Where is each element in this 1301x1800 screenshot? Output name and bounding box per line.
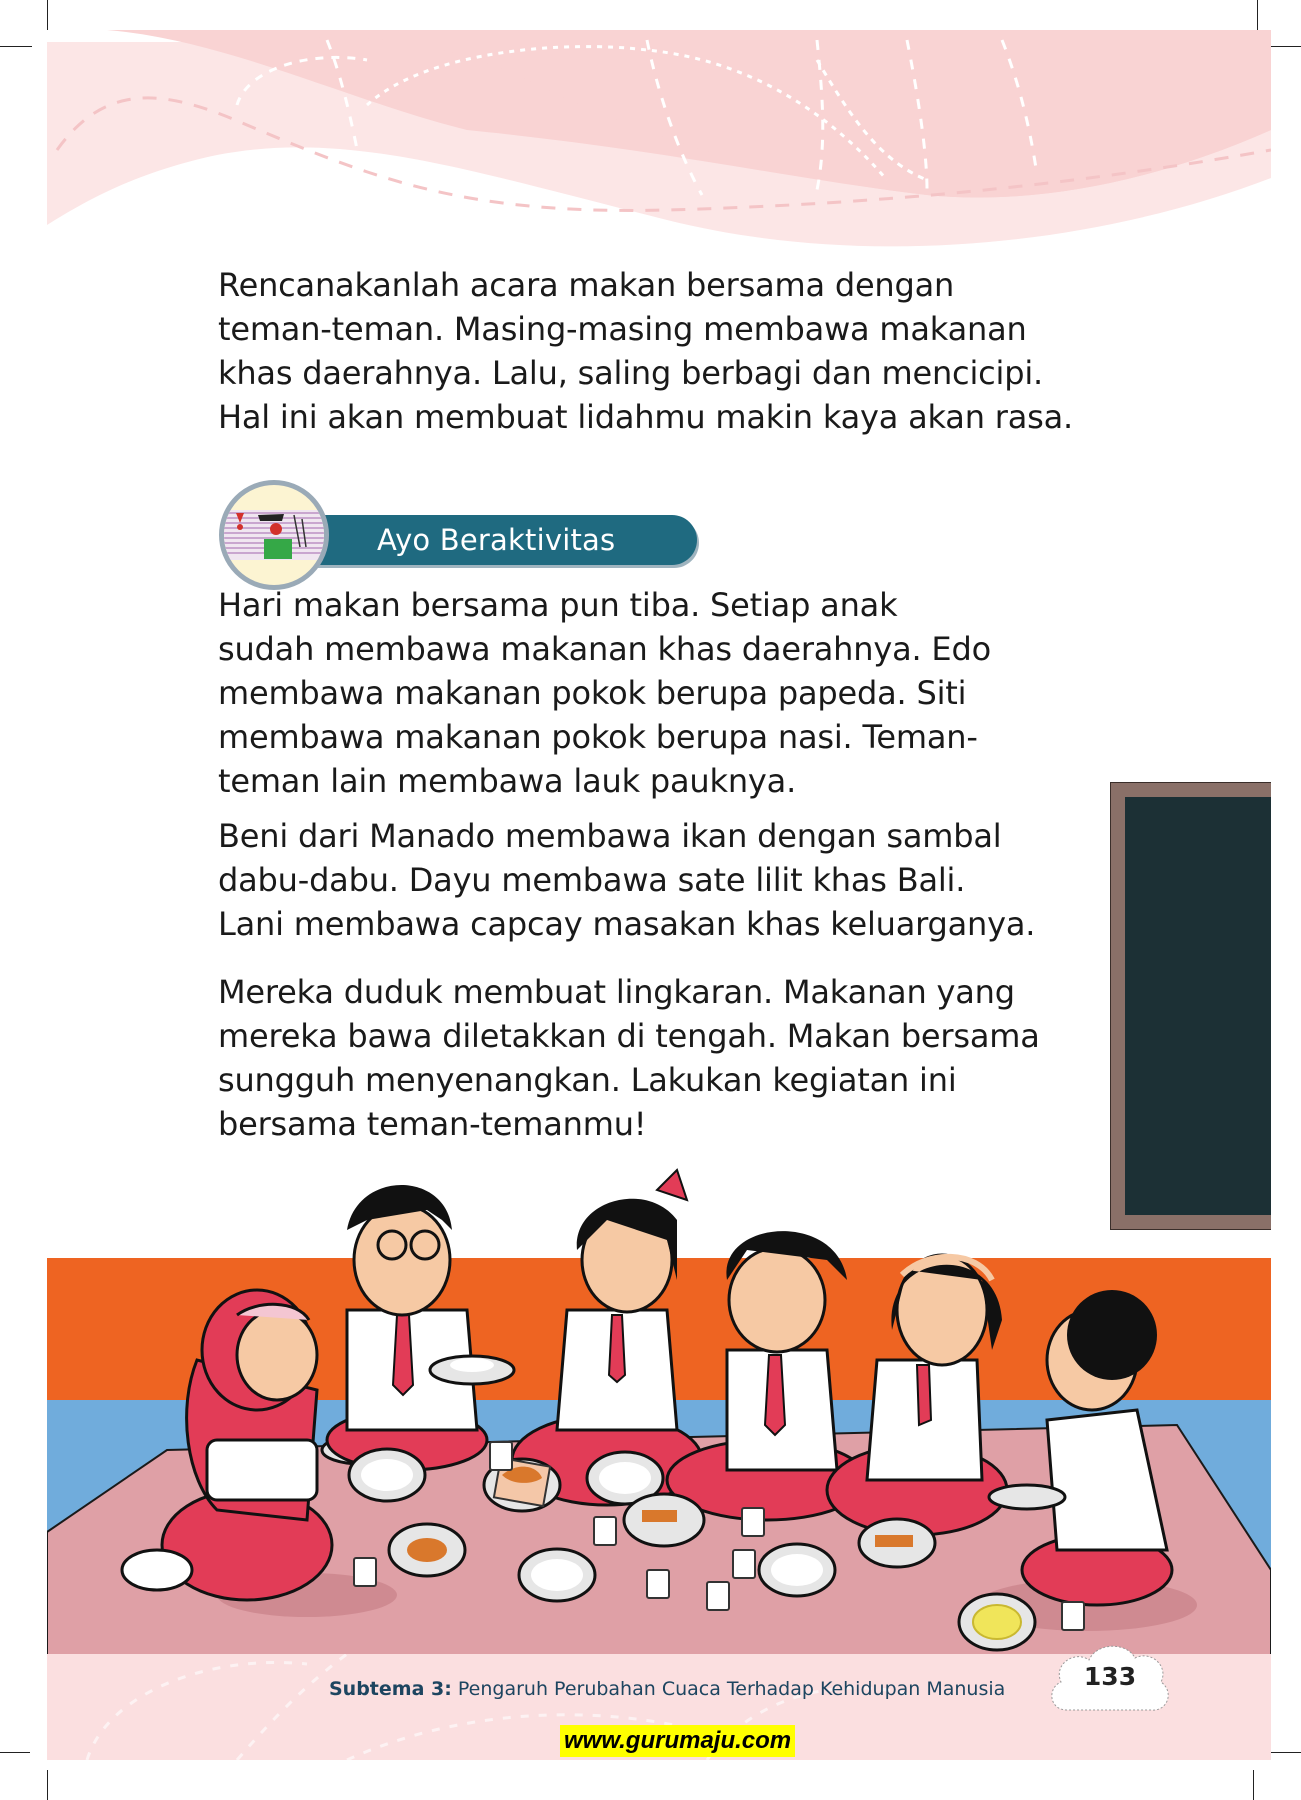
crop-mark (1269, 46, 1301, 47)
page-number: 133 (1083, 1662, 1137, 1691)
crop-mark (47, 0, 48, 30)
text-line: Hari makan bersama pun tiba. Setiap anak (218, 586, 898, 624)
header-wave-decoration (47, 30, 1271, 250)
text-line: khas daerahnya. Lalu, saling berbagi dan mencicipi. (218, 354, 1043, 392)
shared-meal-illustration (47, 1150, 1271, 1660)
story-paragraph-1 (218, 583, 991, 803)
text-line: bersama teman-temanmu! (218, 1105, 647, 1143)
text-line: teman lain membawa lauk pauknya. (218, 762, 797, 800)
text-line: sudah membawa makanan khas daerahnya. Edo (218, 630, 991, 668)
story-paragraph-3 (218, 970, 1040, 1146)
activity-title: Ayo Beraktivitas (377, 523, 616, 557)
story-paragraph-2 (218, 814, 1035, 946)
text-line: Beni dari Manado membawa ikan dengan sambal (218, 817, 1002, 855)
intro-paragraph (218, 263, 1073, 439)
text-line: dabu-dabu. Dayu membawa sate lilit khas Bali. (218, 861, 966, 899)
text-line: membawa makanan pokok berupa nasi. Teman- (218, 718, 978, 756)
text-line: teman-teman. Masing-masing membawa makanan (218, 310, 1027, 348)
crop-mark (1253, 1770, 1254, 1800)
book-page (47, 30, 1271, 1760)
text-line: Hal ini akan membuat lidahmu makin kaya akan rasa. (218, 398, 1073, 436)
crop-mark (1257, 0, 1258, 30)
subtheme-label: Subtema 3: (329, 1678, 452, 1700)
activity-section-banner (219, 480, 719, 600)
crop-mark (0, 46, 32, 47)
text-line: Lani membawa capcay masakan khas keluarganya. (218, 905, 1036, 943)
crop-mark (1271, 1752, 1301, 1753)
text-line: Rencanakanlah acara makan bersama dengan (218, 266, 955, 304)
text-line: membawa makanan pokok berupa papeda. Siti (218, 674, 967, 712)
child-activity-icon (219, 480, 329, 590)
crop-mark (0, 1752, 30, 1753)
text-line: sungguh menyenangkan. Lakukan kegiatan ini (218, 1061, 957, 1099)
text-line: mereka bawa diletakkan di tengah. Makan bersama (218, 1017, 1040, 1055)
banner-bar (279, 515, 697, 565)
website-link[interactable]: www.gurumaju.com (560, 1725, 795, 1757)
subtheme-caption (329, 1678, 1005, 1700)
subtheme-title: Pengaruh Perubahan Cuaca Terhadap Kehidupan Manusia (451, 1678, 1006, 1700)
text-line: Mereka duduk membuat lingkaran. Makanan yang (218, 973, 1015, 1011)
crop-mark (47, 1770, 48, 1800)
